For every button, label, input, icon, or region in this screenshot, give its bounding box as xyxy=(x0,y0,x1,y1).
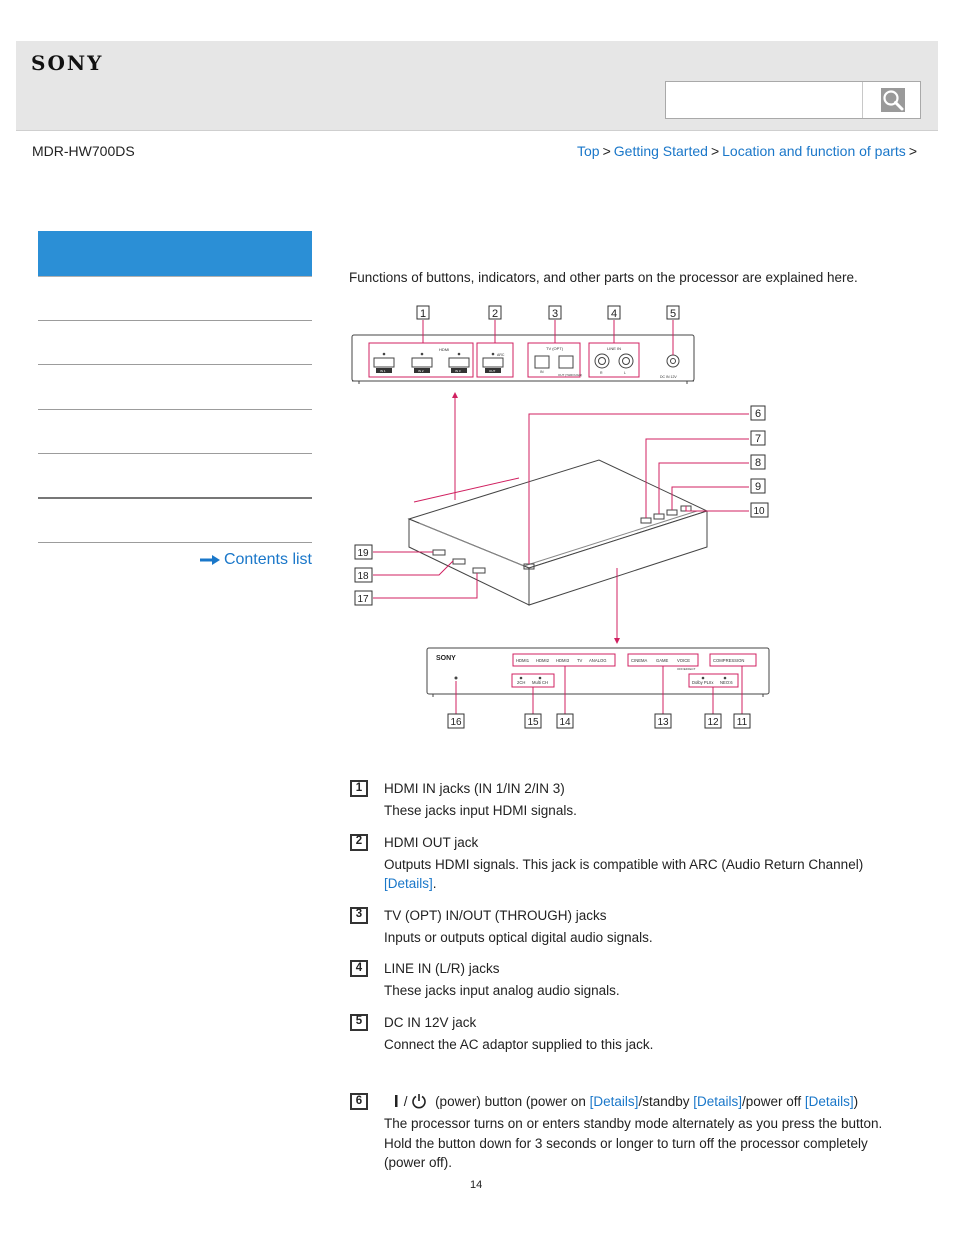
rear-in1-label: IN 1 xyxy=(380,369,386,373)
part-description-text: Outputs HDMI signals. This jack is compatible with ARC (Audio Return Channel) xyxy=(384,856,864,872)
sidebar-item[interactable] xyxy=(38,321,312,366)
part-description: Inputs or outputs optical digital audio signals. xyxy=(384,929,653,945)
rear-in2-label: IN 2 xyxy=(418,369,424,373)
front-indicator-2ch: 2CH xyxy=(517,680,526,685)
front-input-tv: TV xyxy=(577,658,583,663)
sidebar-item[interactable] xyxy=(38,454,312,499)
sidebar-item[interactable] xyxy=(38,276,312,321)
callout-14: 14 xyxy=(559,717,571,728)
callout-4: 4 xyxy=(610,308,618,320)
front-indicator-neo6: NEO:6 xyxy=(720,680,733,685)
callout-2: 2 xyxy=(491,308,499,320)
part-item xyxy=(350,833,910,894)
breadcrumb-location-function[interactable]: Location and function of parts xyxy=(722,143,906,159)
front-sony-logo: SONY xyxy=(436,655,456,662)
part-item xyxy=(350,959,910,1001)
front-off-effect: OFF/EFFECT xyxy=(677,667,696,671)
part-title: / (power) button (power on [Details]/standby [Details]/power off [Details]) xyxy=(384,1092,910,1111)
details-link-power-on[interactable]: [Details] xyxy=(589,1094,639,1109)
details-link-standby[interactable]: [Details] xyxy=(693,1094,743,1109)
rear-arrow xyxy=(452,392,458,500)
part-number: 1 xyxy=(350,780,368,797)
part-title: DC IN 12V jack xyxy=(384,1014,477,1030)
front-mode-voice: VOICE xyxy=(677,658,691,663)
part-title: HDMI IN jacks (IN 1/IN 2/IN 3) xyxy=(384,781,565,796)
callout-19: 19 xyxy=(357,548,369,559)
callout-9: 9 xyxy=(754,481,762,493)
sidebar-header xyxy=(38,231,312,276)
front-input-hdmi2: HDMI2 xyxy=(536,658,550,663)
power-icon xyxy=(411,1093,427,1109)
front-input-hdmi1: HDMI1 xyxy=(516,658,530,663)
rear-dc-label: DC IN 12V xyxy=(660,375,677,379)
callout-12: 12 xyxy=(707,717,719,728)
part-item xyxy=(350,1092,910,1173)
part-description xyxy=(384,855,910,894)
intro-text: Functions of buttons, indicators, and other parts on the processor are explained here. xyxy=(349,270,858,285)
callout-16: 16 xyxy=(450,717,462,728)
part-title: LINE IN (L/R) jacks xyxy=(384,961,500,976)
rear-l-label: L xyxy=(624,371,626,375)
part-description: These jacks input analog audio signals. xyxy=(384,983,620,998)
rear-panel xyxy=(352,335,694,384)
search-input[interactable] xyxy=(666,82,862,118)
front-mode-game: GAME xyxy=(656,658,669,663)
sidebar xyxy=(38,231,312,568)
front-panel xyxy=(427,648,769,697)
callout-5: 5 xyxy=(669,308,677,320)
power-title-standby: /standby xyxy=(638,1094,690,1109)
rear-optout-label: OUT (THROUGH) xyxy=(558,373,583,377)
contents-list-link[interactable] xyxy=(200,551,312,569)
sony-logo[interactable]: SONY xyxy=(31,51,104,75)
processor-body xyxy=(409,460,707,605)
front-indicator-multich: Multi CH xyxy=(532,680,549,685)
contents-list-label: Contents list xyxy=(223,551,312,568)
rear-optin-label: IN xyxy=(540,370,544,374)
breadcrumb-separator: > xyxy=(710,143,720,159)
power-on-bar-icon xyxy=(392,1095,400,1107)
callout-1: 1 xyxy=(419,308,427,320)
part-title: HDMI OUT jack xyxy=(384,834,479,850)
rear-tvopt-label: TV (OPT) xyxy=(546,346,564,351)
details-link[interactable]: [Details] xyxy=(384,876,433,891)
callout-11: 11 xyxy=(736,717,748,728)
processor-diagram xyxy=(349,302,781,732)
front-input-analog: ANALOG xyxy=(589,658,607,663)
rear-r-label: R xyxy=(600,371,603,375)
rear-hdmi-label: HDMI xyxy=(439,347,450,352)
part-number: 5 xyxy=(350,1014,368,1031)
breadcrumb xyxy=(577,143,920,159)
model-name: MDR-HW700DS xyxy=(32,143,135,159)
rear-in3-label: IN 3 xyxy=(455,369,461,373)
power-title-end: ) xyxy=(853,1094,859,1109)
details-link-power-off[interactable]: [Details] xyxy=(804,1094,854,1109)
rear-arc-label: ARC xyxy=(497,353,505,357)
part-description: These jacks input HDMI signals. xyxy=(384,803,577,818)
part-description: The processor turns on or enters standby mode alternately as you press the button. Hold the button down for 3 seconds or longer to turn off the processor completely (power off). xyxy=(384,1116,883,1170)
rear-out-label: OUT xyxy=(489,369,496,373)
breadcrumb-top[interactable]: Top xyxy=(577,143,600,159)
breadcrumb-getting-started[interactable]: Getting Started xyxy=(613,143,708,159)
part-description-end: . xyxy=(432,876,437,891)
part-number: 3 xyxy=(350,907,368,924)
front-compression: COMPRESSION xyxy=(713,658,745,663)
sidebar-item[interactable] xyxy=(38,410,312,455)
search-button[interactable] xyxy=(862,82,920,118)
breadcrumb-separator: > xyxy=(602,143,611,159)
callout-8: 8 xyxy=(754,457,762,469)
search-box xyxy=(665,81,921,119)
callout-7: 7 xyxy=(754,433,762,445)
part-description: Connect the AC adaptor supplied to this jack. xyxy=(384,1036,654,1052)
front-arrow xyxy=(614,568,620,644)
sidebar-item[interactable] xyxy=(38,365,312,410)
callout-6: 6 xyxy=(754,408,762,420)
callout-18: 18 xyxy=(357,571,369,582)
part-item xyxy=(350,1013,910,1055)
part-item xyxy=(350,906,910,948)
site-header xyxy=(16,41,938,131)
power-title-text: (power) button (power on xyxy=(435,1094,586,1109)
front-mode-cinema: CINEMA xyxy=(631,658,648,663)
part-number: 2 xyxy=(350,834,368,851)
page-number: 14 xyxy=(470,1179,483,1191)
search-icon xyxy=(881,88,905,112)
breadcrumb-separator: > xyxy=(908,143,917,159)
front-input-hdmi3: HDMI3 xyxy=(556,658,570,663)
front-indicator-dolby: Dolby PLIIx xyxy=(692,680,714,685)
arrow-right-icon xyxy=(200,555,220,565)
power-title-off: /power off xyxy=(742,1094,802,1109)
callout-10: 10 xyxy=(753,506,765,517)
part-title: TV (OPT) IN/OUT (THROUGH) jacks xyxy=(384,907,607,923)
callout-3: 3 xyxy=(551,308,559,320)
parts-list xyxy=(350,779,910,1185)
callout-15: 15 xyxy=(527,717,539,728)
part-number: 4 xyxy=(350,960,368,977)
callout-13: 13 xyxy=(657,717,669,728)
rear-linein-label: LINE IN xyxy=(607,346,622,351)
part-item xyxy=(350,779,910,821)
callout-17: 17 xyxy=(357,594,369,605)
sidebar-item[interactable] xyxy=(38,499,312,544)
part-number: 6 xyxy=(350,1093,368,1110)
